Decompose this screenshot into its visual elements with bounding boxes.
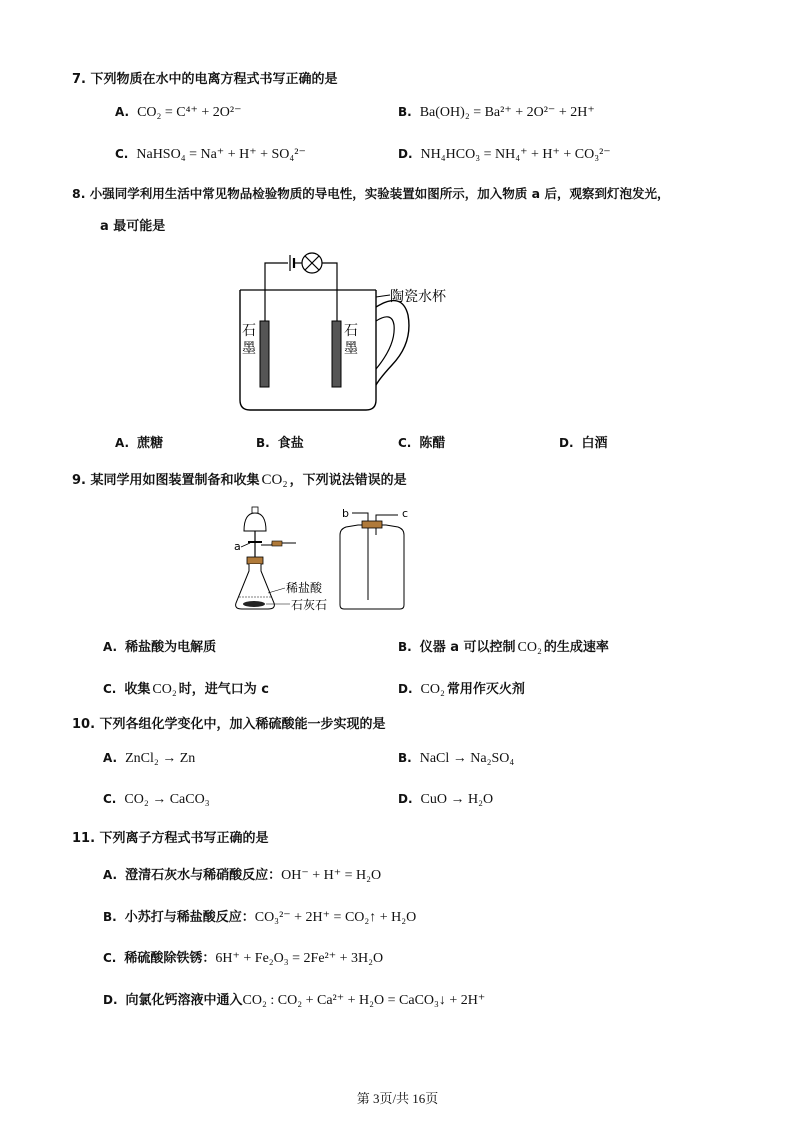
cup-label: 陶瓷水杯 [390,289,446,305]
option-text-suffix: 常用作灭火剂 [446,682,525,697]
option-label: C. [115,147,129,161]
formula: CO₂ : CO₂ + Ca²⁺ + H₂O = CaCO₃↓ + 2H⁺ [242,993,486,1008]
separatory-funnel [244,513,266,531]
option-label: B. [398,751,412,765]
q10-option-a [103,751,195,767]
graphite-electrode-left [260,321,269,387]
q11-option-b [103,906,416,926]
q9-option-d [398,678,525,698]
q10-option-c [103,792,210,808]
option-text: 陈醋 [419,436,446,451]
q10-stem: 10. 下列各组化学变化中，加入稀硫酸能一步实现的是 [72,717,386,732]
option-label: C. [103,951,117,965]
option-text-suffix: 时，进气口为 c [178,682,269,697]
label-b: b [342,507,349,520]
formula: CuO → H₂O [420,792,494,807]
option-label: D. [559,436,574,450]
option-text-prefix: 收集 [124,682,151,697]
option-label: D. [398,147,413,161]
option-text-suffix: 的生成速率 [543,640,609,655]
formula: NH₄HCO₃ = NH₄⁺ + H⁺ + CO₃²⁻ [420,147,611,162]
option-label: A. [103,868,118,882]
option-text-prefix: 仪器 a 可以控制 [419,640,516,655]
limestone [243,601,265,607]
q10-option-d [398,792,493,808]
q11-option-c [103,947,383,967]
option-label: B. [256,436,270,450]
formula: CO₂ [420,682,445,697]
q8-option-a [115,432,163,451]
stem-prefix: 9. 某同学用如图装置制备和收集 [72,473,260,488]
q11-option-d [103,989,485,1009]
formula: ZnCl₂ → Zn [125,751,196,766]
label-a: a [234,540,241,553]
label-c: c [402,507,409,520]
q10-option-b [398,751,514,767]
option-label: B. [103,910,117,924]
option-text: 澄清石灰水与稀硝酸反应： [125,868,282,883]
option-text: 稀硫酸除铁锈： [124,951,216,966]
formula: CO₂ [152,682,177,697]
q8-stem-line2: a 最可能是 [100,219,166,234]
option-label: A. [103,640,118,654]
q8-stem-line1: 8. 小强同学利用生活中常见物品检验物质的导电性，实验装置如图所示，加入物质 a 后，观察到灯泡发光， [72,186,670,201]
option-label: C. [398,436,412,450]
option-label: C. [103,682,117,696]
electrode-label-right: 石墨 [344,323,358,357]
q8-option-b [256,432,304,451]
q8-option-c [398,432,445,451]
option-label: D. [398,682,413,696]
q11-stem: 11. 下列离子方程式书写正确的是 [72,831,269,846]
formula: CO₂ [517,640,542,655]
q7-option-b [398,104,595,121]
option-text: 白酒 [581,436,608,451]
electrode-label-left-1: 石墨 [242,323,256,357]
formula: NaHSO₄ = Na⁺ + H⁺ + SO₄²⁻ [136,147,306,162]
q7-option-d [398,146,611,163]
option-text: 小苏打与稀盐酸反应： [124,910,255,925]
option-text: 食盐 [277,436,304,451]
option-label: B. [398,640,412,654]
q9-stem [72,469,407,489]
q7-option-c [115,146,306,163]
option-label: A. [115,105,130,119]
page-footer: 第 3页/共 16页 [356,1091,439,1106]
option-label: A. [103,751,118,765]
formula: NaCl → Na₂SO₄ [419,751,515,766]
gas-collection-bottle [340,525,404,609]
option-label: B. [398,105,412,119]
q9-option-c [103,678,269,698]
q7-stem: 7. 下列物质在水中的电离方程式书写正确的是 [72,72,338,87]
formula: CO₂ = C⁴⁺ + 2O²⁻ [137,105,242,120]
q7-option-a [115,104,242,121]
formula: CO₃²⁻ + 2H⁺ = CO₂↑ + H₂O [254,910,417,925]
q8-conductivity-figure [230,245,480,415]
formula: OH⁻ + H⁺ = H₂O [281,868,382,883]
option-label: A. [115,436,130,450]
stem-suffix: ，下列说法错误的是 [289,473,407,488]
acid-label: 稀盐酸 [286,581,323,595]
option-text: 稀盐酸为电解质 [125,640,217,655]
formula: 6H⁺ + Fe₂O₃ = 2Fe²⁺ + 3H₂O [215,951,384,966]
option-label: C. [103,792,117,806]
q8-option-d [559,432,608,451]
option-text: 蔗糖 [137,436,164,451]
formula: Ba(OH)₂ = Ba²⁺ + 2O²⁻ + 2H⁺ [419,105,595,120]
q9-option-a [103,636,216,655]
option-label: D. [103,993,118,1007]
q9-option-b [398,636,609,656]
q11-option-a [103,864,381,884]
q9-apparatus-figure [228,505,418,615]
graphite-electrode-right [332,321,341,387]
option-text: 向氯化钙溶液中通入 [125,993,243,1008]
limestone-label: 石灰石 [291,598,328,612]
option-label: D. [398,792,413,806]
formula: CO₂ → CaCO₃ [124,792,210,807]
stem-formula: CO₂ [261,472,288,488]
